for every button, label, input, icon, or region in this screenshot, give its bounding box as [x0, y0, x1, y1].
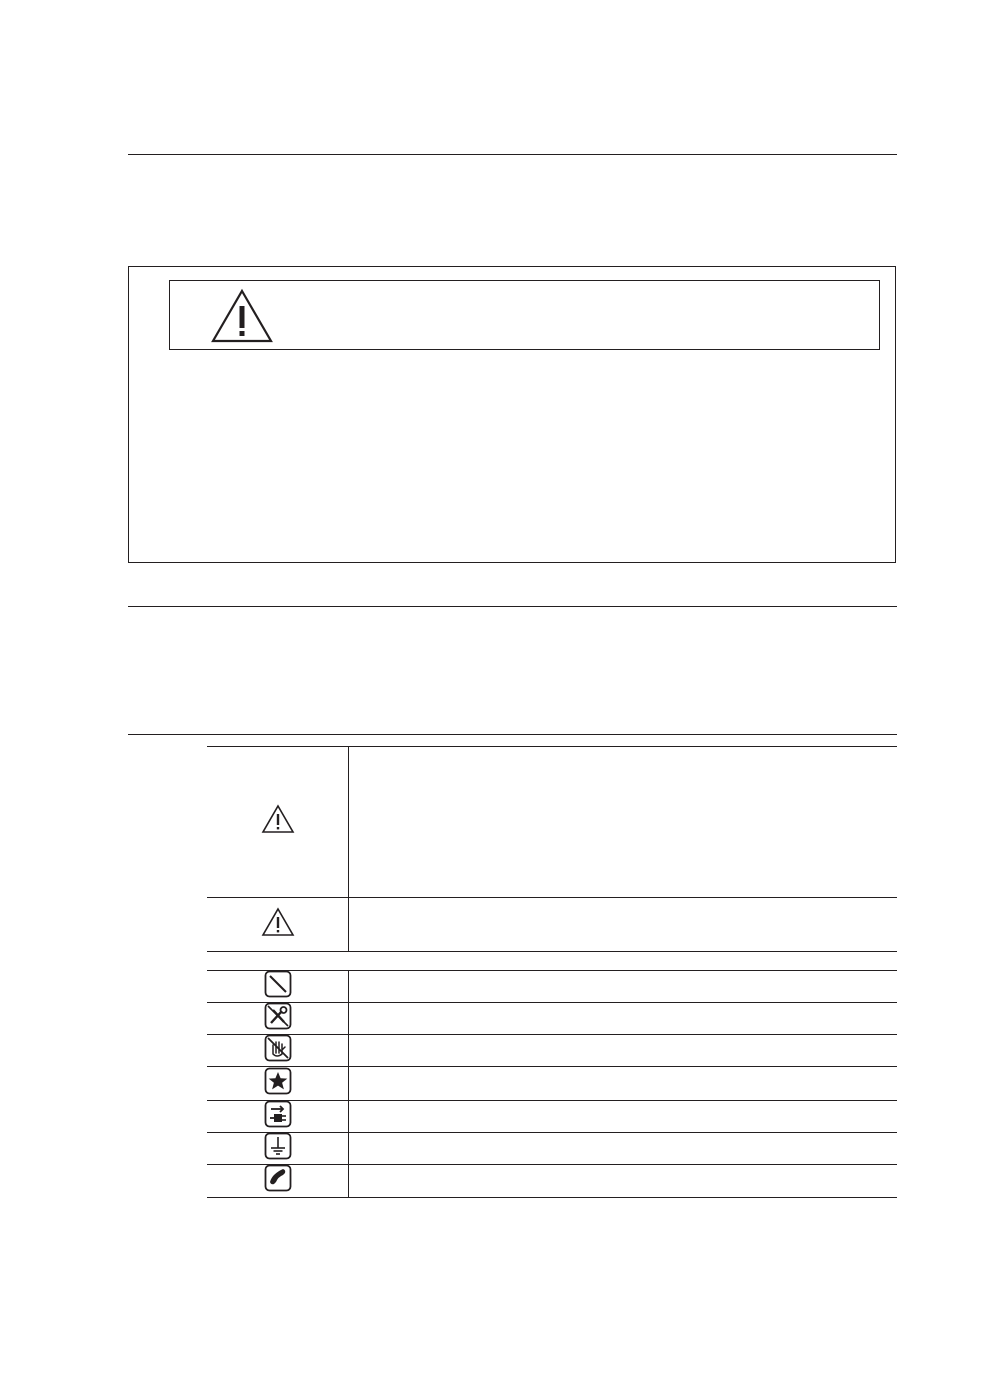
do-not-disassemble-icon [264, 1002, 292, 1035]
section-rule-middle [128, 606, 897, 607]
section-rule-lower [128, 734, 897, 735]
symbol-table [207, 746, 897, 1198]
table-divider [348, 970, 349, 1197]
caution-triangle-icon [261, 907, 295, 942]
pictogram-description [359, 1066, 889, 1100]
table-row [207, 970, 348, 1002]
warning-triangle-icon [210, 288, 274, 349]
table-row [207, 1034, 348, 1066]
do-not-touch-icon [264, 1034, 292, 1067]
pictogram-description [359, 1164, 889, 1197]
ground-earth-icon [264, 1132, 292, 1165]
unplug-power-icon [264, 1100, 292, 1133]
prohibited-icon [264, 970, 292, 1003]
table-row [207, 1002, 348, 1034]
hazard-description [359, 746, 889, 897]
call-service-center-icon [264, 1164, 292, 1197]
table-row [207, 1132, 348, 1164]
pictogram-description [359, 1034, 889, 1066]
table-row [207, 897, 348, 951]
pictogram-description [359, 1002, 889, 1034]
pictogram-description [359, 1132, 889, 1164]
table-row [207, 746, 348, 897]
table-line [207, 1197, 897, 1198]
pictogram-description [359, 1100, 889, 1132]
hazard-description [359, 897, 889, 951]
pictogram-description [359, 970, 889, 1002]
section-rule-top [128, 154, 897, 155]
warning-box [128, 266, 896, 563]
table-line [207, 951, 897, 952]
table-divider [348, 746, 349, 951]
warning-triangle-icon [261, 804, 295, 839]
follow-instructions-star-icon [264, 1067, 292, 1100]
warning-header [169, 280, 880, 350]
table-row [207, 1164, 348, 1197]
table-row [207, 1066, 348, 1100]
table-row [207, 1100, 348, 1132]
